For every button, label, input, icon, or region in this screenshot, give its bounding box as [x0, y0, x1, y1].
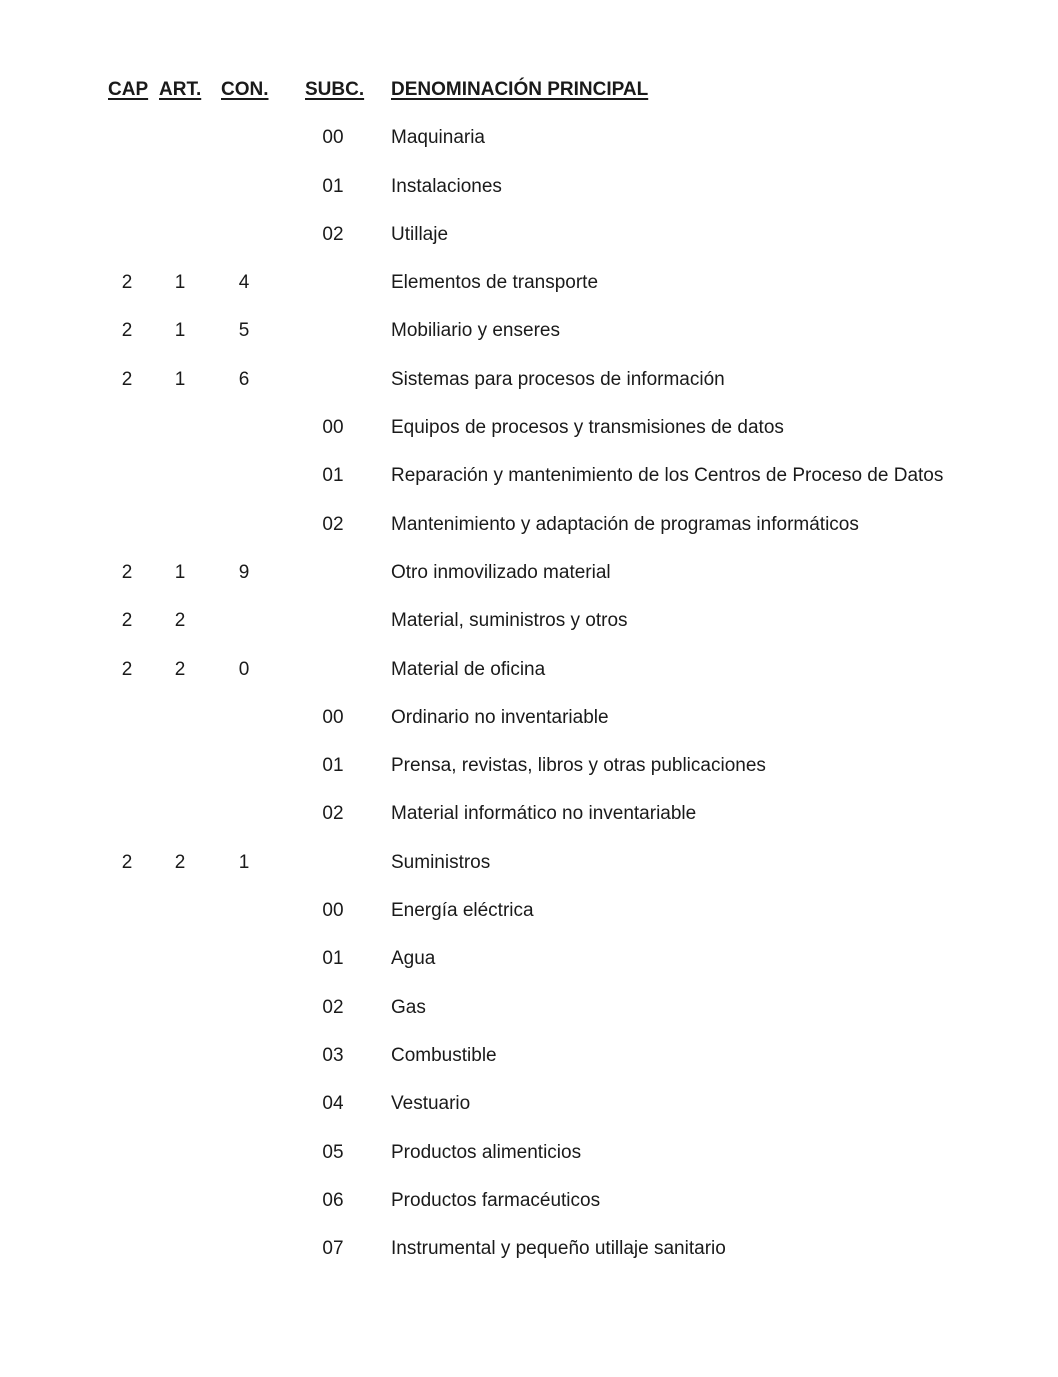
cell-cap: 2 [121, 610, 133, 632]
cell-denominacion: Material informático no inventariable [391, 803, 697, 825]
cell-denominacion: Mobiliario y enseres [391, 320, 560, 342]
cell-cap: 2 [121, 320, 133, 342]
cell-subc: 04 [322, 1093, 344, 1115]
cell-denominacion: Ordinario no inventariable [391, 706, 609, 728]
cell-con: 6 [238, 368, 250, 390]
cell-subc: 01 [322, 465, 344, 487]
cell-cap: 2 [121, 272, 133, 294]
cell-art: 2 [174, 658, 186, 680]
table-row [0, 120, 1058, 168]
cell-subc: 00 [322, 417, 344, 439]
budget-classification-table [0, 72, 1058, 1279]
cell-denominacion: Instalaciones [391, 175, 502, 197]
cell-denominacion: Agua [391, 948, 436, 970]
table-row [0, 555, 1058, 603]
table-row [0, 507, 1058, 555]
cell-denominacion: Prensa, revistas, libros y otras publicaciones [391, 755, 766, 777]
cell-denominacion: Material, suministros y otros [391, 610, 628, 632]
cell-denominacion: Combustible [391, 1044, 497, 1066]
cell-subc: 00 [322, 127, 344, 149]
cell-art: 1 [174, 320, 186, 342]
cell-subc: 06 [322, 1189, 344, 1211]
table-row [0, 217, 1058, 265]
cell-subc: 02 [322, 996, 344, 1018]
cell-art: 1 [174, 561, 186, 583]
cell-denominacion: Equipos de procesos y transmisiones de datos [391, 417, 784, 439]
header-art: ART. [159, 79, 202, 100]
table-row [0, 990, 1058, 1038]
cell-con: 5 [238, 320, 250, 342]
header-denominacion: DENOMINACIÓN PRINCIPAL [391, 79, 649, 100]
cell-subc: 05 [322, 1141, 344, 1163]
cell-subc: 03 [322, 1044, 344, 1066]
cell-subc: 02 [322, 513, 344, 535]
table-row [0, 410, 1058, 458]
table-row [0, 845, 1058, 893]
table-body [0, 120, 1058, 1279]
cell-denominacion: Otro inmovilizado material [391, 561, 611, 583]
cell-subc: 02 [322, 223, 344, 245]
table-row [0, 313, 1058, 361]
cell-art: 2 [174, 610, 186, 632]
cell-art: 1 [174, 368, 186, 390]
cell-con: 0 [238, 658, 250, 680]
table-row [0, 700, 1058, 748]
cell-cap: 2 [121, 658, 133, 680]
table-row [0, 941, 1058, 989]
table-row [0, 1086, 1058, 1134]
cell-denominacion: Gas [391, 996, 426, 1018]
table-row [0, 603, 1058, 651]
cell-con: 1 [238, 851, 250, 873]
cell-subc: 07 [322, 1238, 344, 1260]
table-row [0, 362, 1058, 410]
table-row [0, 796, 1058, 844]
cell-con: 4 [238, 272, 250, 294]
cell-denominacion: Productos alimenticios [391, 1141, 582, 1163]
cell-cap: 2 [121, 851, 133, 873]
cell-subc: 01 [322, 175, 344, 197]
header-cap: CAP [108, 79, 149, 100]
table-row [0, 169, 1058, 217]
cell-subc: 00 [322, 706, 344, 728]
table-row [0, 265, 1058, 313]
cell-denominacion: Instrumental y pequeño utillaje sanitario [391, 1238, 726, 1260]
cell-denominacion: Material de oficina [391, 658, 546, 680]
cell-denominacion: Reparación y mantenimiento de los Centros de Proceso de Datos [391, 465, 944, 487]
cell-denominacion: Mantenimiento y adaptación de programas informáticos [391, 513, 859, 535]
cell-denominacion: Utillaje [391, 223, 449, 245]
header-subc: SUBC. [305, 79, 365, 100]
cell-denominacion: Energía eléctrica [391, 900, 534, 922]
cell-denominacion: Elementos de transporte [391, 272, 599, 294]
table-row [0, 893, 1058, 941]
cell-subc: 01 [322, 948, 344, 970]
cell-art: 2 [174, 851, 186, 873]
cell-denominacion: Vestuario [391, 1093, 471, 1115]
cell-denominacion: Suministros [391, 851, 491, 873]
cell-con: 9 [238, 561, 250, 583]
header-con: CON. [221, 79, 269, 100]
cell-denominacion: Maquinaria [391, 127, 485, 149]
cell-subc: 02 [322, 803, 344, 825]
table-row [0, 1183, 1058, 1231]
cell-denominacion: Productos farmacéuticos [391, 1189, 601, 1211]
cell-cap: 2 [121, 368, 133, 390]
table-row [0, 748, 1058, 796]
cell-subc: 00 [322, 900, 344, 922]
cell-art: 1 [174, 272, 186, 294]
cell-subc: 01 [322, 755, 344, 777]
cell-denominacion: Sistemas para procesos de información [391, 368, 725, 390]
table-header [0, 72, 1058, 120]
table-row [0, 652, 1058, 700]
cell-cap: 2 [121, 561, 133, 583]
table-row [0, 1038, 1058, 1086]
table-row [0, 1135, 1058, 1183]
table-row [0, 458, 1058, 506]
table-row [0, 1231, 1058, 1279]
